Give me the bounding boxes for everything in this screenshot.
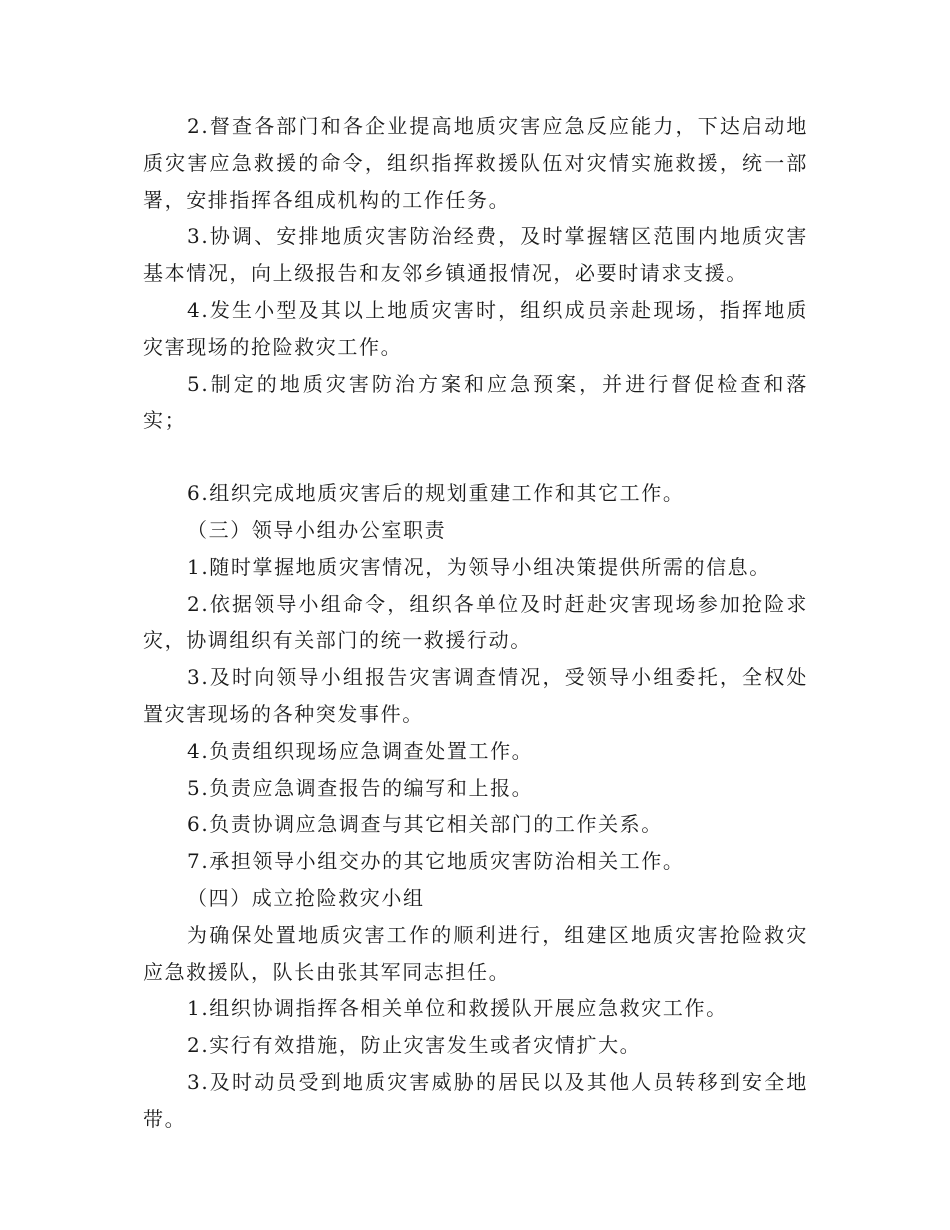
paragraph-office-duty-3: 3.及时向领导小组报告灾害调查情况，受领导小组委托，全权处置灾害现场的各种突发事件。 <box>143 665 808 726</box>
paragraph-rescue-intro: 为确保处置地质灾害工作的顺利进行，组建区地质灾害抢险救灾应急救援队，队长由张其军同志担任。 <box>143 922 808 984</box>
paragraph-office-duty-1: 1.随时掌握地质灾害情况，为领导小组决策提供所需的信息。 <box>187 554 771 579</box>
paragraph-office-duty-6: 6.负责协调应急调查与其它相关部门的工作关系。 <box>187 812 663 837</box>
paragraph-duty-5: 5.制定的地质灾害防治方案和应急预案，并进行督促检查和落实； <box>143 371 808 433</box>
section-heading-rescue-group: （四）成立抢险救灾小组 <box>187 885 425 910</box>
paragraph-office-duty-2: 2.依据领导小组命令，组织各单位及时赶赴灾害现场参加抢险求灾，协调组织有关部门的统一救援行动。 <box>143 591 808 653</box>
section-heading-office-duties: （三）领导小组办公室职责 <box>187 517 447 542</box>
paragraph-rescue-duty-1: 1.组织协调指挥各相关单位和救援队开展应急救灾工作。 <box>187 996 728 1021</box>
paragraph-duty-6: 6.组织完成地质灾害后的规划重建工作和其它工作。 <box>187 481 685 506</box>
paragraph-office-duty-7: 7.承担领导小组交办的其它地质灾害防治相关工作。 <box>187 849 685 874</box>
paragraph-duty-3: 3.协调、安排地质灾害防治经费，及时掌握辖区范围内地质灾害基本情况，向上级报告和友邻乡镇通报情况，必要时请求支援。 <box>143 224 808 286</box>
paragraph-duty-2: 2.督查各部门和各企业提高地质灾害应急反应能力，下达启动地质灾害应急救援的命令，组织指挥救援队伍对灾情实施救援，统一部署，安排指挥各组成机构的工作任务。 <box>143 114 808 212</box>
document-body <box>143 108 808 1138</box>
paragraph-office-duty-4: 4.负责组织现场应急调查处置工作。 <box>187 738 534 763</box>
paragraph-rescue-duty-2: 2.实行有效措施，防止灾害发生或者灾情扩大。 <box>187 1033 642 1058</box>
paragraph-rescue-duty-3: 3.及时动员受到地质灾害威胁的居民以及其他人员转移到安全地带。 <box>143 1069 808 1131</box>
blank-line <box>143 439 808 475</box>
paragraph-duty-4: 4.发生小型及其以上地质灾害时，组织成员亲赴现场，指挥地质灾害现场的抢险救灾工作。 <box>143 297 808 359</box>
paragraph-office-duty-5: 5.负责应急调查报告的编写和上报。 <box>187 775 534 800</box>
